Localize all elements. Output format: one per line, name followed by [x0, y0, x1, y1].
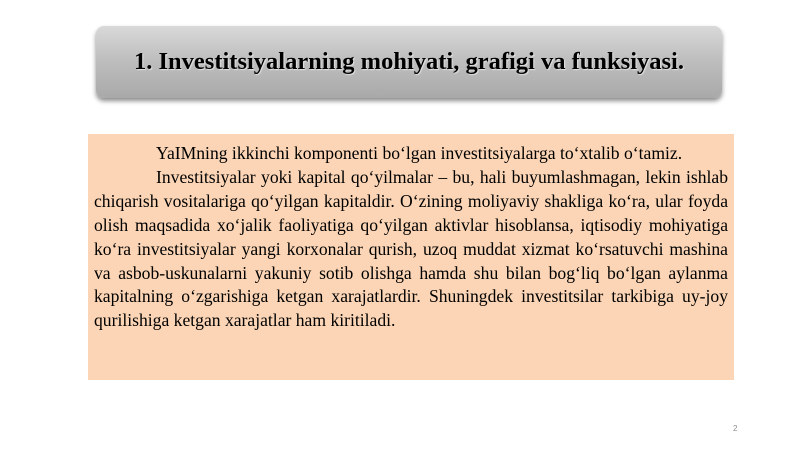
- paragraph-investments: Investitsiyalar yoki kapital qo‘yilmalar – bu, hali buyumlashmagan, lekin ishlab chiqarish vositalariga qo‘yilgan kapitaldir. O‘zining moliyaviy shakliga ko‘ra, ular foyda olish maqsadida xo‘jalik faoliyatiga qo‘yilgan aktivlar hisoblansa, iqtisodiy mohiyatiga ko‘ra investitsiyalar yangi korxonalar qurish, uzoq muddat xizmat ko‘rsatuvchi mashina va asbob-uskunalarni yakuniy sotib olishga hamda shu bilan bog‘liq bo‘lgan aylanma kapitalning o‘zgarishiga ketgan xarajatlardir. Shuningdek investitsilar tarkibiga uy-joy qurilishiga ketgan xarajatlar ham kiritiladi.: [94, 166, 728, 331]
- slide-title-box: [96, 26, 722, 98]
- slide-title: 1. Investitsiyalarning mohiyati, grafigi va funksiyasi.: [134, 48, 684, 75]
- paragraph-intro: YaIMning ikkinchi komponenti bo‘lgan investitsiyalarga to‘xtalib o‘tamiz.: [156, 143, 683, 163]
- content-box: [88, 134, 734, 380]
- page-number: 2: [733, 424, 738, 433]
